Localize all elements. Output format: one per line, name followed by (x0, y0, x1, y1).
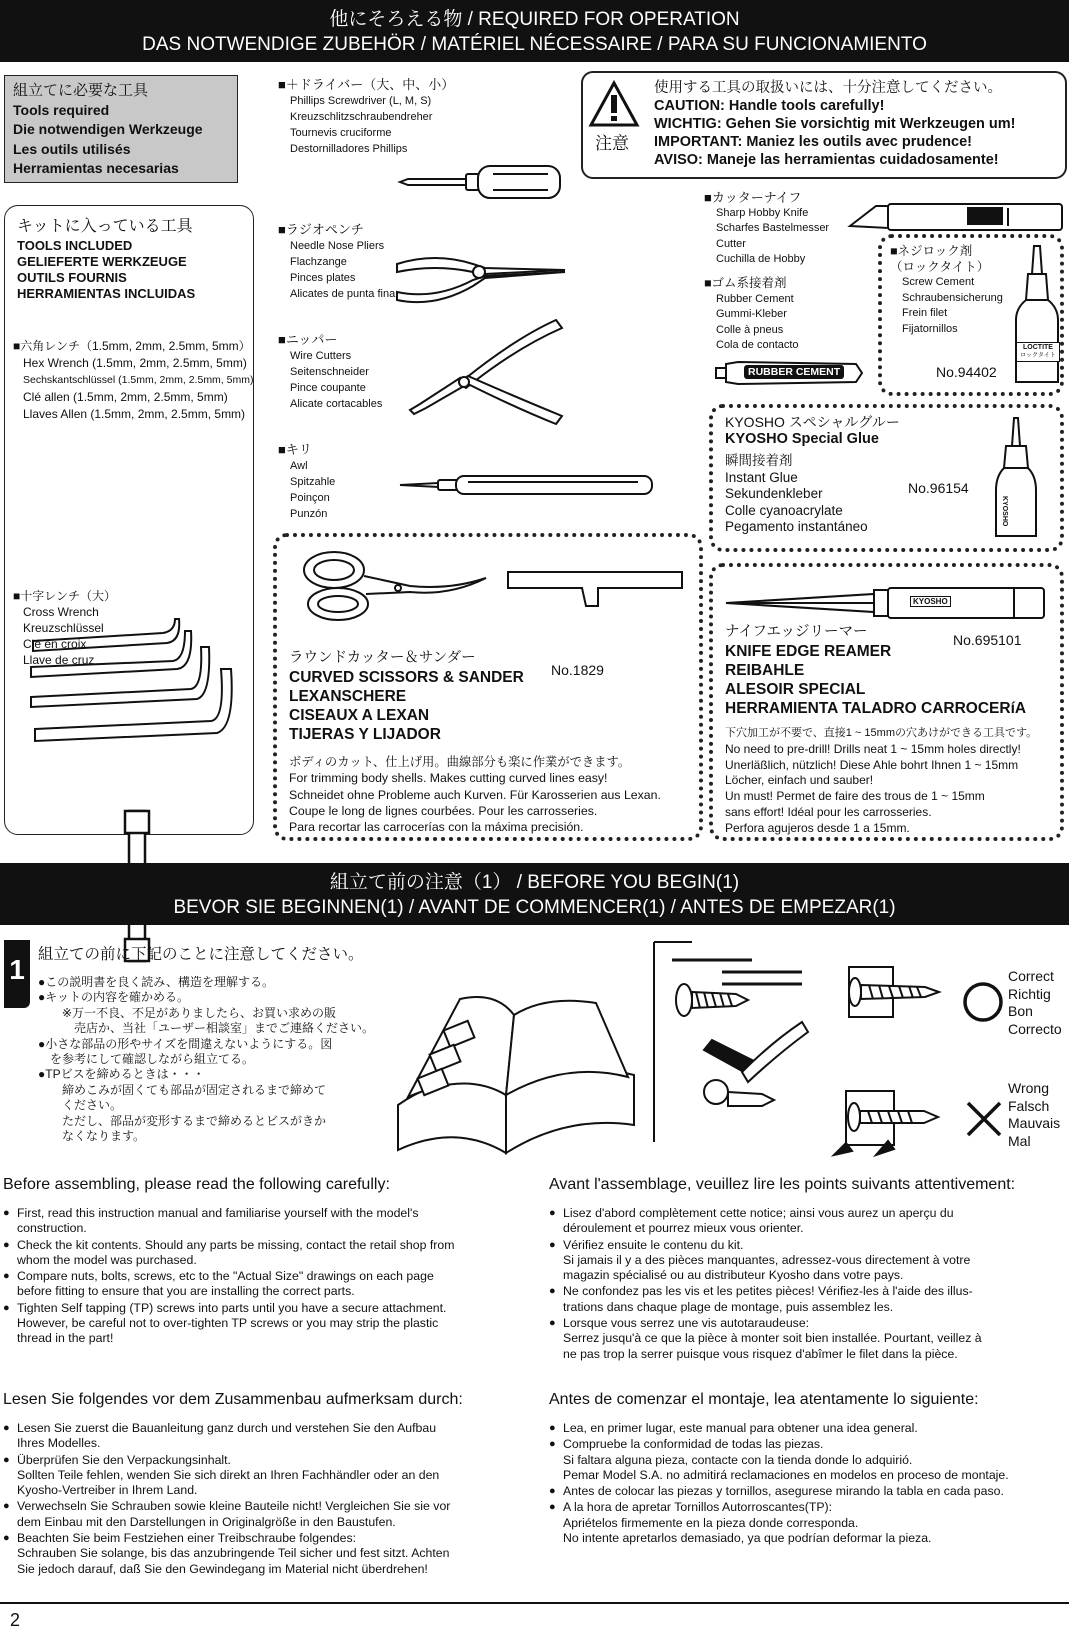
knife-en: Sharp Hobby Knife (716, 206, 809, 219)
glue-bottle (994, 416, 1038, 540)
knife-de: Scharfes Bastelmesser (716, 222, 830, 234)
awl-fr: Poinçon (290, 492, 330, 504)
correct-screw-illustration (845, 963, 945, 1023)
reamer-desc-de-2: Löcher, einfach und sauber! (725, 773, 874, 788)
tools-required-es: Herramientas necesarias (13, 160, 179, 176)
wrong-icon (964, 1099, 1004, 1139)
correct-icon (961, 980, 1005, 1024)
scissors-title-fr: CISEAUX A LEXAN (289, 707, 430, 724)
tools-required-box (4, 75, 238, 183)
screw-lock-text (890, 244, 1003, 337)
screwdriver-de: Kreuzschlitzschraubendreher (290, 111, 433, 123)
wire-cutters-icon (406, 318, 566, 428)
banner2-line-1: 組立て前の注意（1） / BEFORE YOU BEGIN(1) (329, 872, 740, 893)
german-item: ● Verwechseln Sie Schrauben sowie kleine Bauteile nicht! Vergleichen Sie sie vor dem Einbau mit den Darstellungen in Originalgröße in den Baustufen. (3, 1499, 527, 1530)
warning-icon (589, 81, 639, 129)
before-you-begin-banner (0, 863, 1069, 925)
reamer-title-de: REIBAHLE (725, 662, 805, 679)
correct-es: Correcto (1008, 1020, 1062, 1037)
pliers-icon (395, 242, 575, 312)
spanish-item: ● A la hora de apretar Tornillos Autorroscantes(TP): Apriételos firmemente en la pieza donde corresponda. No intente apretarlos demasiado, ya que podrían deformar la pieza. (549, 1500, 1067, 1546)
step-item-11: なくなります。 (38, 1129, 146, 1144)
glue-bottle-label: KYOSHO (1001, 496, 1008, 527)
step-items (38, 975, 374, 1144)
tools-included-box (4, 205, 254, 835)
french-item: ● Lorsque vous serrez une vis autotaraudeuse: Serrez jusqu'à ce que la pièce à monter soit bien installée. Pourtant, veillez à ne pas trop la serrer puisque vous risquez d'abîmer le filet dans la pièce. (549, 1316, 1067, 1362)
awl-icon (398, 470, 658, 500)
sander-icon (506, 570, 686, 610)
scissors-number: No.1829 (551, 662, 604, 678)
step-item-7: ●TPビスを締めるときは・・・ (38, 1067, 205, 1082)
hex-wrench-es: Llaves Allen (1.5mm, 2mm, 2.5mm, 5mm) (23, 407, 246, 421)
cutters-es: Alicate cortacables (290, 398, 383, 410)
correct-de: Richtig (1008, 985, 1051, 1002)
english-item: ● First, read this instruction manual and familiarise yourself with the model's construction. (3, 1206, 523, 1237)
cross-wrench-title: ■十字レンチ（大） (13, 589, 116, 603)
loctite-label-jp: ロックタイト (1020, 353, 1056, 359)
knife-text (704, 190, 829, 268)
step-item-8: 締めこみが固くても部品が固定されるまで締めて (38, 1082, 327, 1097)
screwlock-title: ■ネジロック剤 (890, 244, 973, 258)
banner-line-2: DAS NOTWENDIGE ZUBEHÖR / MATÉRIEL NÉCESSAIRE / PARA SU FUNCIONAMIENTO (142, 34, 927, 55)
scissors-desc-fr: Coupe le long de lignes courbées. Pour les carrosseries. (289, 803, 598, 818)
step-number: 1 (4, 940, 30, 1008)
reamer-description (725, 726, 1037, 837)
awl-es: Punzón (290, 508, 328, 520)
caution-box (581, 71, 1067, 179)
glue-es: Pegamento instantáneo (725, 519, 868, 534)
step-item-5: ●小さな部品の形やサイズを間違えないようにする。図 (38, 1036, 333, 1051)
awl-en: Awl (290, 460, 308, 472)
spanish-section (549, 1391, 1067, 1546)
correct-en: Correct (1008, 968, 1054, 984)
french-item: ● Lisez d'abord complètement cette notice; ainsi vous aurez un aperçu du déroulement et pourrez mieux vous orienter. (549, 1206, 1067, 1237)
reamer-number: No.695101 (953, 632, 1022, 648)
reamer-desc-fr-2: sans effort! Idéal pour les carrosseries. (725, 804, 932, 819)
screwdriver-title: ■＋ドライバー（大、中、小） (278, 77, 455, 92)
pliers-fr: Pinces plates (290, 272, 356, 284)
english-heading: Before assembling, please read the following carefully: (3, 1176, 390, 1193)
screwdriver-en: Phillips Screwdriver (L, M, S) (290, 95, 432, 107)
manual-book-illustration (396, 985, 636, 1155)
scissors-desc-en: For trimming body shells. Makes cutting curved lines easy! (289, 771, 608, 786)
scissors-title-block (289, 648, 524, 744)
scissors-title-es: TIJERAS Y LIJADOR (289, 726, 441, 743)
awl-text (278, 442, 335, 522)
cutters-en: Wire Cutters (290, 350, 352, 362)
step-item-2: ●キットの内容を確かめる。 (38, 990, 190, 1005)
cutters-fr: Pince coupante (290, 382, 366, 394)
screwdriver-text (278, 77, 454, 157)
wrong-es: Mal (1008, 1132, 1031, 1149)
scissors-desc-es: Para recortar las carrocerías con la máxima precisión. (289, 820, 584, 835)
required-banner (0, 0, 1069, 62)
glue-jp: 瞬間接着剤 (725, 453, 793, 468)
glue-de: Sekundenkleber (725, 486, 823, 501)
special-glue-text (725, 414, 900, 536)
tools-included-title: キットに入っている工具 (17, 218, 193, 235)
reamer-title-jp: ナイフエッジリーマー (725, 624, 868, 640)
tools-included-en: TOOLS INCLUDED (17, 238, 133, 253)
rubber-cement-tube (716, 360, 864, 386)
tools-required-title: 組立てに必要な工具 (13, 82, 149, 99)
screwdriver-es: Destornilladores Phillips (290, 143, 408, 155)
german-section (3, 1391, 527, 1577)
spanish-item: ● Compruebe la conformidad de todas las piezas. Si faltara alguna pieza, contacte con la tienda donde lo adquirió. Pemar Model S.A. no admitirá reclamaciones en modelos en proceso de montaje. (549, 1437, 1067, 1483)
french-item: ● Vérifiez ensuite le contenu du kit. Si jamais il y a des pièces manquantes, adressez-vous directement à votre magazin spécialisé ou au distributeur Kyosho dans votre pays. (549, 1238, 1067, 1284)
french-heading: Avant l'assemblage, veuillez lire les points suivants attentivement: (549, 1176, 1016, 1193)
german-item: ● Lesen Sie zuerst die Bauanleitung ganz durch und verstehen Sie den Aufbau Ihres Modelles. (3, 1421, 527, 1452)
step-heading: 組立ての前に下記のことに注意してください。 (38, 946, 364, 963)
german-heading: Lesen Sie folgendes vor dem Zusammenbau aufmerksam durch: (3, 1391, 463, 1408)
step-item-1: ●この説明書を良く読み、構造を理解する。 (38, 975, 274, 989)
reamer-title-es: HERRAMIENTA TALADRO CARROCERíA (725, 700, 1027, 717)
pliers-title: ■ラジオペンチ (278, 222, 364, 237)
awl-de: Spitzahle (290, 476, 336, 488)
tools-included-de: GELIEFERTE WERKZEUGE (17, 254, 187, 269)
french-item: ● Ne confondez pas les vis et les petites pièces! Vérifiez-les à l'aide des illus- trations dans chaque plage de montage, puis assemblez les. (549, 1284, 1067, 1315)
cross-wrench-fr: Clé en croix (23, 637, 87, 651)
step-item-6: を参考にして確認しながら組立てる。 (38, 1052, 255, 1067)
knife-es: Cuchilla de Hobby (716, 253, 806, 265)
german-item: ● Beachten Sie beim Festziehen einer Treibschraube folgendes: Schrauben Sie solange, bis das anzubringende Teil sicher und fest sitzt. Achten Sie jedoch darauf, daß Sie den Gewindegang im Material nicht überdrehen! (3, 1531, 527, 1577)
rubber-tube-label: RUBBER CEMENT (744, 365, 844, 379)
reamer-desc-de-1: Unerläßlich, nützlich! Diese Ahle bohrt Ihnen 1 ~ 15mm (725, 757, 1019, 772)
step-item-10: ただし、部品が変形するまで締めるとビスがきか (38, 1113, 327, 1128)
caution-label: 注意 (595, 134, 629, 153)
step-item-9: ください。 (38, 1098, 123, 1113)
glue-fr: Colle cyanoacrylate (725, 502, 843, 518)
glue-title-en: KYOSHO Special Glue (725, 430, 879, 447)
scissors-title-en: CURVED SCISSORS & SANDER (289, 669, 524, 686)
german-item: ● Überprüfen Sie den Verpackungsinhalt. Sollten Teile fehlen, wenden Sie sich direkt an Ihren Fachhändler oder an den Kyosho-Vertreiber in Ihrem Land. (3, 1453, 527, 1499)
hex-wrench-fr: Clé allen (1.5mm, 2mm, 2.5mm, 5mm) (23, 390, 228, 404)
reamer-title-en: KNIFE EDGE REAMER (725, 643, 892, 660)
spanish-item: ● Antes de colocar las piezas y tornillos, asegurese mirando la tabla en cada paso. (549, 1484, 1067, 1499)
reamer-desc-en: No need to pre-drill! Drills neat 1 ~ 15mm holes directly! (725, 741, 1021, 756)
loctite-label: LOCTITE (1023, 344, 1053, 351)
knife-fr: Cutter (716, 237, 746, 250)
reamer-icon (724, 584, 1049, 622)
rubber-fr: Colle à pneus (716, 323, 784, 336)
scissors-description (289, 754, 661, 835)
tools-included-fr: OUTILS FOURNIS (17, 270, 127, 285)
reamer-title-fr: ALESOIR SPECIAL (725, 681, 866, 698)
tools-required-en: Tools required (13, 101, 110, 118)
tools-required-de: Die notwendigen Werkzeuge (13, 121, 203, 137)
wrong-labels (1008, 1080, 1060, 1150)
scissors-icon (300, 548, 490, 623)
english-section (3, 1176, 523, 1347)
reamer-desc-es: Perfora agujeros desde 1 a 15mm. (725, 820, 910, 835)
scissors-desc-de: Schneidet ohne Probleme auch Kurven. Für Karosserien aus Lexan. (289, 787, 661, 802)
rubber-en: Rubber Cement (716, 292, 794, 305)
wrong-de: Falsch (1008, 1097, 1050, 1114)
wrong-screw-illustration (832, 1085, 942, 1165)
screwdriver-icon (398, 162, 568, 202)
rubber-es: Cola de contacto (716, 339, 799, 351)
english-item: ● Check the kit contents. Should any parts be missing, contact the retail shop from whom the model was purchased. (3, 1238, 523, 1269)
hex-wrench-title: ■六角レンチ（1.5mm, 2mm, 2.5mm, 5mm） (13, 339, 251, 353)
scissors-title-de: LEXANSCHERE (289, 688, 407, 705)
rubber-cement-text (704, 276, 799, 354)
footer-rule (0, 1602, 1069, 1604)
wrong-en: Wrong (1008, 1080, 1049, 1096)
hobby-knife-icon (848, 198, 1068, 238)
spanish-item: ● Lea, en primer lugar, este manual para obtener una idea general. (549, 1421, 1067, 1436)
spanish-heading: Antes de comenzar el montaje, lea atentamente lo siguiente: (549, 1391, 979, 1408)
screwlock-title-2: （ロックタイト） (890, 259, 990, 274)
pliers-de: Flachzange (290, 256, 347, 268)
rubber-title: ■ゴム系接着剤 (704, 276, 787, 290)
knife-title: ■カッターナイフ (704, 190, 802, 205)
reamer-handle-label: KYOSHO (910, 596, 951, 607)
correct-labels (1008, 968, 1062, 1038)
screwlock-en: Screw Cement (902, 276, 975, 288)
step-item-3: ※万一不良、不足がありましたら、お買い求めの販 (38, 1005, 337, 1020)
caution-line-de: WICHTIG: Gehen Sie vorsichtig mit Werkzeugen um! (654, 116, 1016, 132)
awl-title: ■キリ (278, 442, 312, 457)
screwdriver-screw-illustration (652, 942, 812, 1142)
caution-line-en: CAUTION: Handle tools carefully! (654, 98, 885, 114)
caution-line-jp: 使用する工具の取扱いには、十分注意してください。 (654, 80, 1002, 96)
cutters-de: Seitenschneider (290, 366, 369, 378)
scissors-desc-jp: ボディのカット、仕上げ用。曲線部分も楽に作業ができます。 (289, 755, 631, 769)
hex-wrench-de: Sechskantschlüssel (1.5mm, 2mm, 2.5mm, 5mm) (23, 374, 254, 386)
hex-wrench-en: Hex Wrench (1.5mm, 2mm, 2.5mm, 5mm) (23, 356, 247, 370)
cutters-title: ■ニッパー (278, 332, 338, 347)
pliers-es: Alicates de punta fina (290, 288, 396, 300)
english-item: ● Tighten Self tapping (TP) screws into parts until you have a secure attachment. However, be careful not to over-tighten TP screws or you may strip the plastic thread in the part! (3, 1301, 523, 1347)
loctite-bottle (1014, 244, 1060, 386)
tools-required-fr: Les outils utilisés (13, 140, 131, 157)
scissors-title-jp: ラウンドカッター＆サンダー (289, 650, 476, 666)
tools-included-es: HERRAMIENTAS INCLUIDAS (17, 286, 196, 301)
screwlock-es: Fijatornillos (902, 322, 958, 335)
wrong-fr: Mauvais (1008, 1115, 1061, 1131)
pliers-text (278, 222, 395, 302)
correct-fr: Bon (1008, 1003, 1033, 1019)
glue-number: No.96154 (908, 480, 969, 496)
reamer-desc-jp: 下穴加工が不要で、直接1 ~ 15mmの穴あけができる工具です。 (725, 727, 1038, 739)
cross-wrench-en: Cross Wrench (23, 605, 99, 619)
rubber-de: Gummi-Kleber (716, 308, 787, 320)
cross-wrench-es: Llave de cruz (23, 653, 95, 667)
caution-line-es: AVISO: Maneje las herramientas cuidadosamente! (654, 152, 999, 168)
screwlock-de: Schraubensicherung (902, 291, 1003, 304)
reamer-desc-fr-1: Un must! Permet de faire des trous de 1 ~ 15mm (725, 789, 985, 804)
step-item-4: 売店か、当社「ユーザー相談室」までご連絡ください。 (38, 1021, 375, 1036)
caution-line-fr: IMPORTANT: Maniez les outils avec prudence! (654, 134, 972, 150)
banner2-line-2: BEVOR SIE BEGINNEN(1) / AVANT DE COMMENCER(1) / ANTES DE EMPEZAR(1) (173, 897, 896, 918)
glue-title-jp: KYOSHO スペシャルグルー (725, 414, 900, 430)
pliers-en: Needle Nose Pliers (290, 240, 385, 252)
french-section (549, 1176, 1067, 1362)
screwlock-number: No.94402 (936, 364, 997, 380)
cross-wrench-de: Kreuzschlüssel (23, 621, 104, 635)
glue-en: Instant Glue (725, 469, 798, 485)
page-number: 2 (10, 1610, 21, 1630)
screwdriver-fr: Tournevis cruciforme (290, 127, 392, 139)
cutters-text (278, 332, 382, 412)
english-item: ● Compare nuts, bolts, screws, etc to the "Actual Size" drawings on each page before fitting to ensure that you are installing the correct parts. (3, 1269, 523, 1300)
banner-line-1: 他にそろえる物 / REQUIRED FOR OPERATION (329, 9, 740, 30)
screwlock-fr: Frein filet (902, 307, 948, 319)
